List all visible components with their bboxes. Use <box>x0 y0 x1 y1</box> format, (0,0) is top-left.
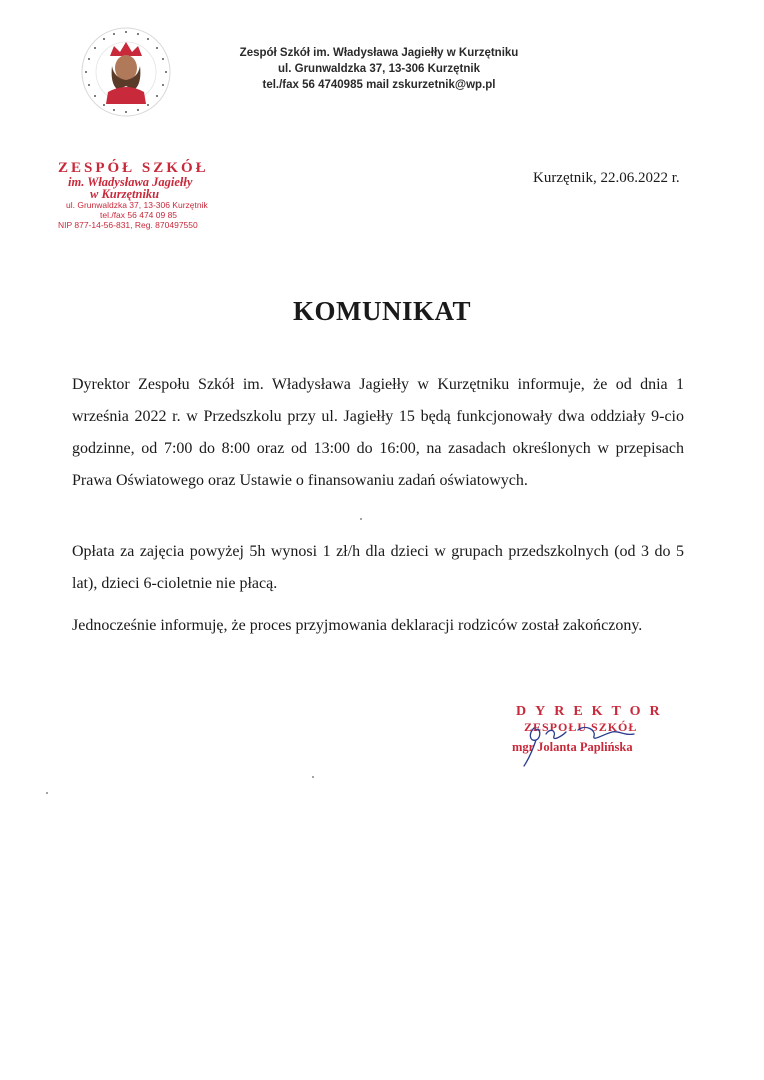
stamp-address: ul. Grunwaldzka 37, 13-306 Kurzętnik <box>66 200 208 210</box>
letterhead-school-name: Zespół Szkół im. Władysława Jagiełły w Kurzętniku <box>239 47 519 59</box>
stamp-location: w Kurzętniku <box>90 187 160 201</box>
document-heading: KOMUNIKAT <box>293 296 471 326</box>
scan-speck <box>312 776 314 778</box>
signature-unit: ZESPOŁU SZKÓŁ <box>524 720 638 734</box>
school-stamp <box>58 160 258 230</box>
letterhead <box>204 45 554 93</box>
paragraph-text: Opłata za zajęcia powyżej 5h wynosi 1 zł/h dla dzieci w grupach przedszkolnych (od 3 do 5 lat), dzieci 6-cioletnie nie płacą. <box>72 543 684 592</box>
letterhead-address: ul. Grunwaldzka 37, 13-306 Kurzętnik <box>278 63 480 75</box>
document-date: Kurzętnik, 22.06.2022 r. <box>533 170 680 186</box>
paragraph-closing <box>72 610 684 642</box>
paragraph-text: Jednocześnie informuję, że proces przyjmowania deklaracji rodziców został zakończony. <box>72 617 643 634</box>
signature-title: DYREKTOR <box>516 704 669 719</box>
school-seal-icon <box>80 26 172 118</box>
paragraph-announcement <box>72 369 684 497</box>
stamp-registry: NIP 877-14-56-831, Reg. 870497550 <box>58 220 198 230</box>
stamp-phone: tel./fax 56 474 09 85 <box>100 210 178 220</box>
stamp-title: ZESPÓŁ SZKÓŁ <box>58 160 209 176</box>
handwritten-signature-icon <box>506 700 666 780</box>
letterhead-contact: tel./fax 56 4740985 mail zskurzetnik@wp.pl <box>262 79 496 91</box>
scan-speck <box>46 792 48 794</box>
stamp-patron: im. Władysława Jagiełły <box>68 175 193 189</box>
paragraph-text: Dyrektor Zespołu Szkół im. Władysława Jagiełły w Kurzętniku informuje, że od dnia 1 września 2022 r. w Przedszkolu przy ul. Jagiełły 15 będą funkcjonowały dwa oddziały 9-cio godzinne, od 7:00 do 8:00 oraz od 13:00 do 16:00, na zasadach określonych w przepisach Prawa Oświatowego oraz Ustawie o finansowaniu zadań oświatowych. <box>72 376 684 489</box>
scan-speck <box>360 518 362 520</box>
director-signature-stamp <box>506 700 669 780</box>
signature-name: mgr Jolanta Paplińska <box>512 740 633 754</box>
paragraph-fees <box>72 536 684 600</box>
